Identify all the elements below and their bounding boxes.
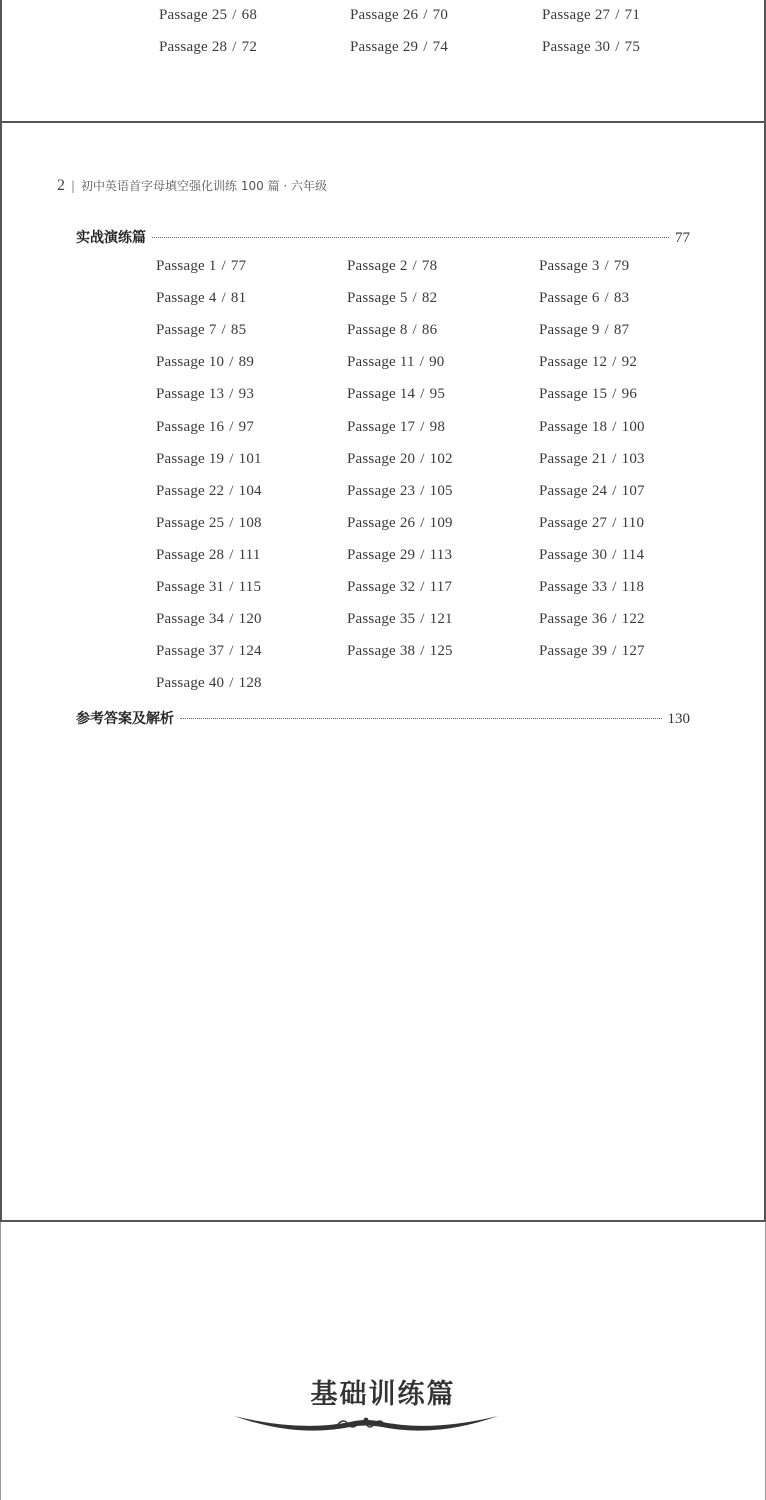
entry-page: 128 <box>238 675 262 692</box>
chapter-title: 基础训练篇 <box>310 1379 456 1410</box>
entry-separator: / <box>612 546 617 563</box>
toc-entry[interactable] <box>539 354 637 371</box>
entry-label: Passage 25 <box>156 514 225 531</box>
toc-entry[interactable] <box>539 547 644 564</box>
entry-page: 101 <box>238 450 262 467</box>
entry-label: Passage 38 <box>347 643 416 660</box>
toc-entry[interactable] <box>156 579 261 596</box>
entry-label: Passage 35 <box>347 611 416 628</box>
entry-page: 103 <box>621 450 645 467</box>
entry-page: 81 <box>230 290 247 307</box>
entry-label: Passage 9 <box>539 322 600 339</box>
decorative-flourish <box>230 1408 502 1434</box>
entry-separator: / <box>420 482 425 499</box>
toc-entry[interactable] <box>539 579 644 596</box>
entry-page: 79 <box>613 258 630 274</box>
toc-entry[interactable] <box>539 515 644 532</box>
entry-label: Passage 4 <box>156 290 217 307</box>
entry-label: Passage 19 <box>156 450 225 467</box>
entry-separator: / <box>420 546 425 563</box>
toc-entry[interactable] <box>156 451 262 468</box>
entry-label: Passage 29 <box>347 546 416 563</box>
entry-label: Passage 26 <box>350 7 419 23</box>
entry-page: 72 <box>241 39 258 55</box>
toc-entry[interactable] <box>350 7 448 24</box>
entry-page: 114 <box>621 546 645 563</box>
entry-separator: / <box>612 482 617 499</box>
entry-separator: / <box>229 675 234 692</box>
entry-separator: / <box>229 643 234 660</box>
entry-separator: / <box>612 450 617 467</box>
entry-separator: / <box>412 290 417 307</box>
toc-entry[interactable] <box>347 643 453 660</box>
entry-page: 107 <box>621 482 645 499</box>
entry-label: Passage 3 <box>539 258 600 274</box>
entry-label: Passage 27 <box>539 514 608 531</box>
toc-entry[interactable] <box>539 419 645 436</box>
entry-label: Passage 2 <box>347 258 408 274</box>
toc-entry[interactable] <box>347 386 445 403</box>
entry-label: Passage 25 <box>159 7 228 23</box>
entry-label: Passage 33 <box>539 579 608 595</box>
entry-separator: / <box>612 579 617 595</box>
toc-entry[interactable] <box>539 611 645 628</box>
entry-separator: / <box>229 386 234 403</box>
entry-separator: / <box>419 354 425 371</box>
toc-entry[interactable] <box>156 483 262 500</box>
entry-label: Passage 26 <box>347 514 416 531</box>
entry-separator: / <box>420 579 425 595</box>
entry-label: Passage 31 <box>156 579 225 595</box>
entry-page: 111 <box>238 546 261 563</box>
entry-label: Passage 16 <box>156 418 225 435</box>
entry-label: Passage 14 <box>347 386 416 403</box>
running-header <box>57 177 327 195</box>
entry-page: 83 <box>613 290 630 307</box>
toc-entry[interactable] <box>347 290 437 307</box>
entry-separator: / <box>229 482 234 499</box>
toc-entry[interactable] <box>539 258 629 275</box>
entry-separator: / <box>612 386 617 403</box>
entry-label: Passage 34 <box>156 611 225 628</box>
entry-separator: / <box>221 322 226 339</box>
toc-entry[interactable] <box>347 322 437 339</box>
entry-separator: / <box>612 418 617 435</box>
entry-label: Passage 23 <box>347 482 416 499</box>
entry-page: 68 <box>241 7 258 23</box>
next-page-fragment <box>0 1222 766 1500</box>
toc-entry[interactable] <box>347 611 453 628</box>
toc-entry[interactable] <box>539 322 629 339</box>
toc-entry[interactable] <box>159 39 257 56</box>
page-number: 2 <box>57 177 65 194</box>
dot-leader <box>152 237 669 238</box>
entry-separator: / <box>229 611 234 628</box>
toc-entry[interactable] <box>156 643 262 660</box>
entry-label: Passage 39 <box>539 643 608 660</box>
entry-label: Passage 30 <box>539 546 608 563</box>
entry-separator: / <box>604 258 609 274</box>
toc-entry[interactable] <box>347 451 453 468</box>
entry-label: Passage 5 <box>347 290 408 307</box>
entry-label: Passage 28 <box>156 546 225 563</box>
entry-page: 110 <box>621 514 645 531</box>
entry-page: 113 <box>429 546 453 563</box>
toc-entry[interactable] <box>156 611 262 628</box>
entry-separator: / <box>612 611 617 628</box>
toc-section-practice[interactable] <box>76 227 690 247</box>
entry-label: Passage 6 <box>539 290 600 307</box>
toc-entry[interactable] <box>156 386 254 403</box>
toc-entry[interactable] <box>347 258 437 275</box>
toc-entry[interactable] <box>156 322 246 339</box>
entry-page: 127 <box>621 643 645 660</box>
entry-label: Passage 8 <box>347 322 408 339</box>
toc-entry[interactable] <box>347 354 444 371</box>
entry-page: 109 <box>429 514 453 531</box>
entry-page: 82 <box>421 290 438 307</box>
header-divider: | <box>71 179 76 193</box>
entry-label: Passage 22 <box>156 482 225 499</box>
toc-entry[interactable] <box>347 547 452 564</box>
entry-separator: / <box>615 7 620 23</box>
entry-label: Passage 20 <box>347 450 416 467</box>
entry-separator: / <box>229 450 234 467</box>
toc-entry[interactable] <box>156 515 262 532</box>
entry-label: Passage 11 <box>347 354 415 371</box>
toc-page <box>0 123 766 1222</box>
book-title: 初中英语首字母填空强化训练 100 篇 · 六年级 <box>81 179 328 193</box>
entry-page: 100 <box>621 418 645 435</box>
entry-separator: / <box>232 39 237 55</box>
entry-label: Passage 27 <box>542 7 611 23</box>
entry-page: 74 <box>432 39 449 55</box>
section-title: 参考答案及解析 <box>76 711 174 727</box>
entry-label: Passage 37 <box>156 643 225 660</box>
entry-separator: / <box>423 7 428 23</box>
toc-entry[interactable] <box>539 386 637 403</box>
entry-page: 104 <box>238 482 262 499</box>
entry-page: 117 <box>429 579 453 595</box>
dot-leader <box>180 718 662 719</box>
entry-separator: / <box>420 386 425 403</box>
entry-separator: / <box>420 514 425 531</box>
entry-separator: / <box>604 290 609 307</box>
entry-label: Passage 12 <box>539 354 608 371</box>
entry-label: Passage 1 <box>156 258 217 274</box>
entry-separator: / <box>420 450 425 467</box>
entry-page: 125 <box>429 643 453 660</box>
entry-separator: / <box>221 290 226 307</box>
entry-page: 77 <box>230 258 247 274</box>
entry-separator: / <box>615 39 620 55</box>
entry-page: 105 <box>429 482 453 499</box>
toc-entry[interactable] <box>539 290 629 307</box>
entry-label: Passage 17 <box>347 418 416 435</box>
entry-label: Passage 32 <box>347 579 416 595</box>
previous-page-fragment <box>0 0 766 123</box>
entry-label: Passage 40 <box>156 675 225 692</box>
entry-label: Passage 15 <box>539 386 608 403</box>
entry-label: Passage 28 <box>159 39 228 55</box>
entry-label: Passage 10 <box>156 354 225 371</box>
entry-label: Passage 29 <box>350 39 419 55</box>
entry-separator: / <box>229 579 234 595</box>
entry-page: 90 <box>429 354 445 371</box>
entry-separator: / <box>229 354 234 371</box>
entry-separator: / <box>412 258 417 274</box>
entry-label: Passage 36 <box>539 611 608 628</box>
entry-page: 86 <box>421 322 438 339</box>
entry-separator: / <box>229 418 234 435</box>
entry-separator: / <box>229 546 234 563</box>
entry-page: 102 <box>429 450 453 467</box>
entry-page: 89 <box>238 354 255 371</box>
section-title: 实战演练篇 <box>76 230 146 246</box>
entry-page: 120 <box>238 611 262 628</box>
section-page: 77 <box>675 230 690 246</box>
entry-separator: / <box>612 354 617 371</box>
entry-separator: / <box>420 611 425 628</box>
entry-label: Passage 21 <box>539 450 608 467</box>
entry-page: 78 <box>421 258 438 274</box>
entry-page: 97 <box>238 418 255 435</box>
toc-entry[interactable] <box>347 579 452 596</box>
entry-label: Passage 30 <box>542 39 611 55</box>
entry-page: 118 <box>621 579 645 595</box>
toc-entry[interactable] <box>542 39 640 56</box>
entry-label: Passage 24 <box>539 482 608 499</box>
entry-page: 124 <box>238 643 262 660</box>
entry-page: 122 <box>621 611 645 628</box>
toc-entry[interactable] <box>539 451 645 468</box>
entry-page: 121 <box>429 611 453 628</box>
entry-page: 71 <box>624 7 641 23</box>
toc-entry[interactable] <box>350 39 448 56</box>
toc-entry[interactable] <box>156 547 261 564</box>
entry-separator: / <box>612 643 617 660</box>
entry-page: 70 <box>432 7 449 23</box>
entry-page: 108 <box>238 514 262 531</box>
entry-page: 87 <box>613 322 630 339</box>
entry-page: 93 <box>238 386 255 403</box>
toc-entry[interactable] <box>156 419 254 436</box>
entry-separator: / <box>423 39 428 55</box>
entry-separator: / <box>221 258 226 274</box>
toc-entry[interactable] <box>156 258 246 275</box>
toc-section-answers[interactable] <box>76 708 690 728</box>
entry-page: 85 <box>230 322 247 339</box>
entry-page: 98 <box>429 418 446 435</box>
toc-entry[interactable] <box>156 290 246 307</box>
toc-entry[interactable] <box>156 675 262 692</box>
entry-page: 75 <box>624 39 641 55</box>
entry-separator: / <box>612 514 617 531</box>
toc-entry[interactable] <box>542 7 640 24</box>
toc-entry[interactable] <box>539 483 645 500</box>
entry-separator: / <box>604 322 609 339</box>
entry-separator: / <box>412 322 417 339</box>
entry-page: 96 <box>621 386 638 403</box>
entry-separator: / <box>232 7 237 23</box>
entry-label: Passage 18 <box>539 418 608 435</box>
section-page: 130 <box>667 711 690 727</box>
entry-label: Passage 13 <box>156 386 225 403</box>
entry-separator: / <box>420 643 425 660</box>
toc-entry[interactable] <box>347 419 445 436</box>
entry-label: Passage 7 <box>156 322 217 339</box>
toc-entry[interactable] <box>156 354 254 371</box>
toc-entry[interactable] <box>159 7 257 24</box>
toc-entry[interactable] <box>347 515 453 532</box>
entry-separator: / <box>420 418 425 435</box>
entry-page: 95 <box>429 386 446 403</box>
entry-page: 115 <box>238 579 262 595</box>
toc-entry[interactable] <box>539 643 645 660</box>
toc-entry[interactable] <box>347 483 453 500</box>
entry-separator: / <box>229 514 234 531</box>
entry-page: 92 <box>621 354 638 371</box>
